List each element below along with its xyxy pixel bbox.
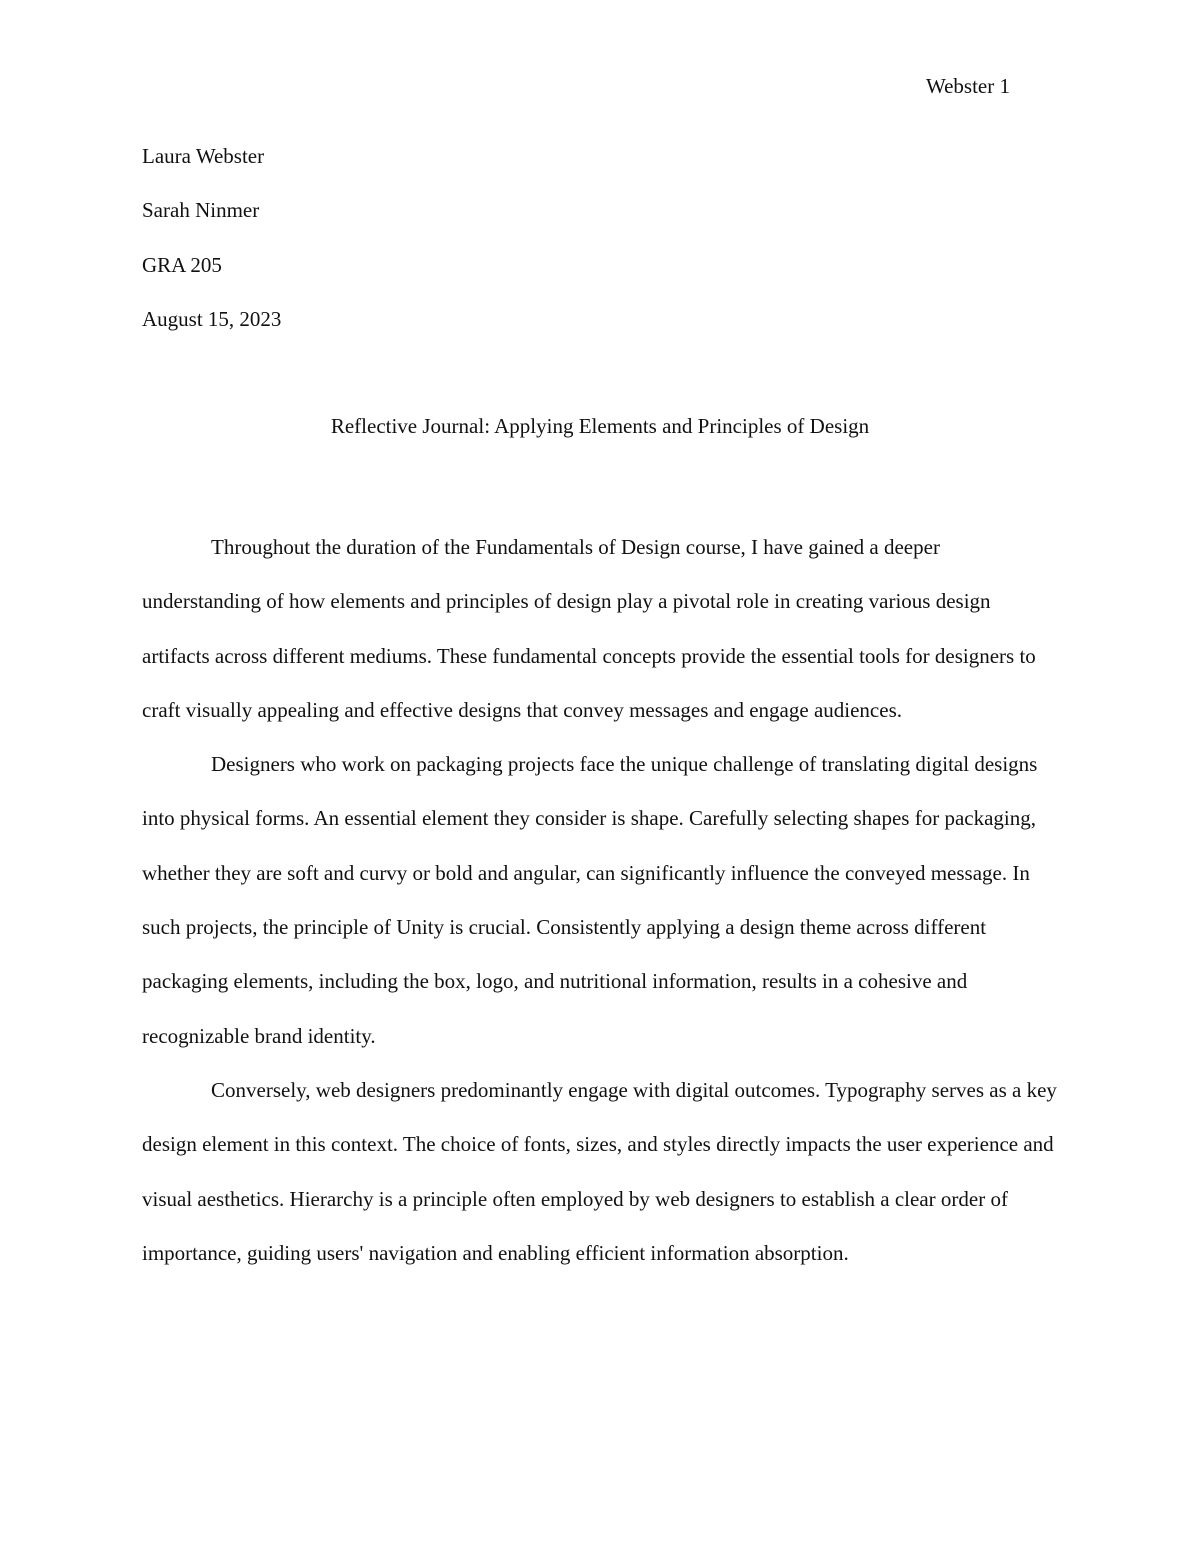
body-paragraph: Conversely, web designers predominantly engage with digital outcomes. Typography serves as a key design element in this context. The choice of fonts, sizes, and styles directly impacts the user experience and visual aesthetics. Hierarchy is a principle often employed by web designers to establish a clear order of importance, guiding users' navigation and enabling efficient information absorption. [142,1077,1057,1265]
body-paragraph: Designers who work on packaging projects face the unique challenge of translating digital designs into physical forms. An essential element they consider is shape. Carefully selecting shapes for packaging, whether they are soft and curvy or bold and angular, can significantly influence the conveyed message. In such projects, the principle of Unity is crucial. Consistently applying a design theme across different packaging elements, including the box, logo, and nutritional information, results in a cohesive and recognizable brand identity. [142,752,1038,1048]
essay-body [142,520,1060,1280]
author-name: Laura Webster [142,144,265,168]
running-head: Webster 1 [925,74,1010,98]
essay-title: Reflective Journal: Applying Elements and Principles of Design [330,414,870,438]
course-name: GRA 205 [142,252,222,277]
instructor-name: Sarah Ninmer [142,198,260,223]
body-paragraph: Throughout the duration of the Fundamentals of Design course, I have gained a deeper understanding of how elements and principles of design play a pivotal role in creating various design artifacts across different mediums. These fundamental concepts provide the essential tools for designers to craft visually appealing and effective designs that convey messages and engage audiences. [142,535,1036,722]
mla-heading [142,142,1042,359]
submission-date: August 15, 2023 [142,306,282,331]
